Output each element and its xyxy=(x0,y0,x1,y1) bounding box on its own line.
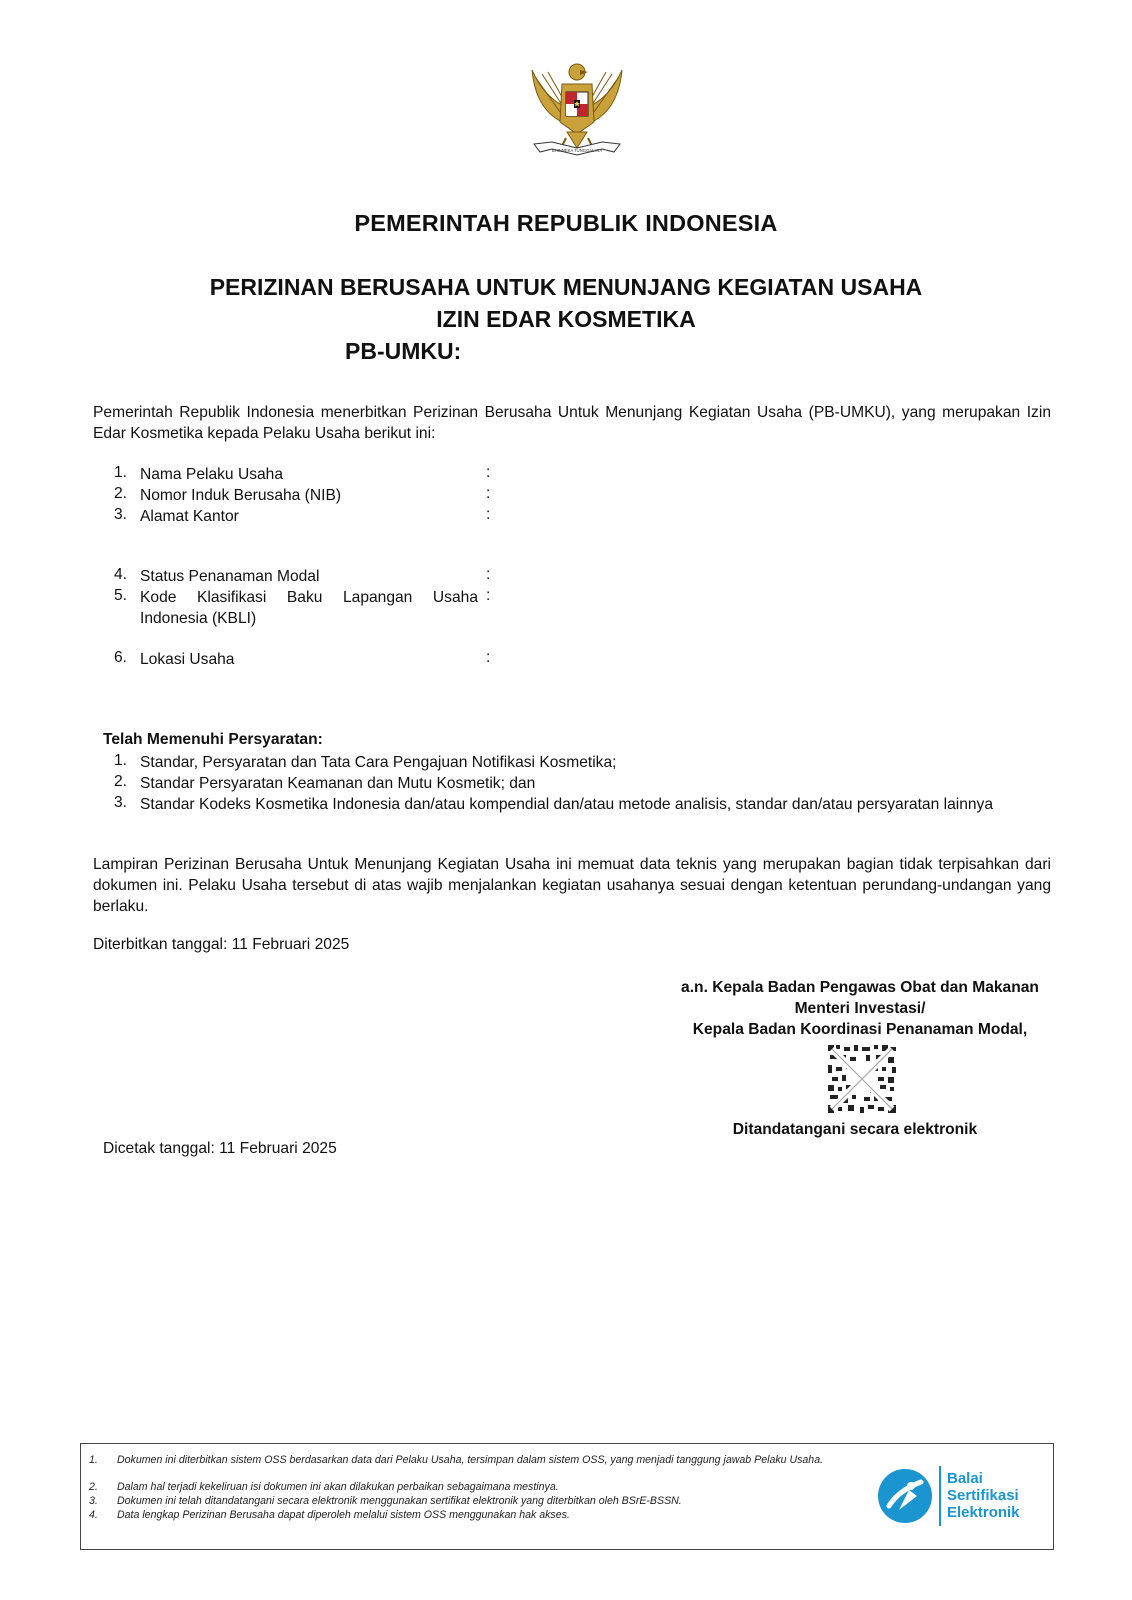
printed-date: Dicetak tanggal: 11 Februari 2025 xyxy=(103,1140,337,1157)
field-separator: : xyxy=(486,506,491,523)
field-number: 6. xyxy=(114,649,128,666)
footer-note-number: 3. xyxy=(89,1495,98,1507)
requirement-number: 2. xyxy=(114,773,128,790)
intro-paragraph: Pemerintah Republik Indonesia menerbitkan Perizinan Berusaha Untuk Menunjang Kegiatan Usaha (PB-UMKU), yang merupakan Izin Edar Kosmetika kepada Pelaku Usaha berikut ini: xyxy=(93,404,1051,442)
field-label-business-location: Lokasi Usaha xyxy=(140,651,235,668)
field-label-kbli: Kode Klasifikasi Baku Lapangan Usaha Indonesia (KBLI) xyxy=(140,589,478,627)
electronic-signature-note: Ditandatangani secara elektronik xyxy=(732,1121,978,1138)
footer-note-number: 4. xyxy=(89,1509,98,1521)
field-label-business-name: Nama Pelaku Usaha xyxy=(140,466,284,483)
footer-note xyxy=(89,1454,889,1481)
field-label-investment-status: Status Penanaman Modal xyxy=(140,568,320,585)
requirement-number: 3. xyxy=(114,794,128,811)
bsre-logo-line3: Elektronik xyxy=(947,1504,1020,1521)
signatory-line2: Menteri Investasi/ xyxy=(794,1000,926,1017)
field-number: 2. xyxy=(114,485,128,502)
requirement-item: Standar Kodeks Kosmetika Indonesia dan/atau kompendial dan/atau metode analisis, standar dan/atau persyaratan lainnya xyxy=(140,796,994,813)
field-separator: : xyxy=(486,566,491,583)
field-label-nib: Nomor Induk Berusaha (NIB) xyxy=(140,487,342,504)
field-number: 3. xyxy=(114,506,128,523)
field-separator: : xyxy=(486,464,491,481)
signatory-line1: a.n. Kepala Badan Pengawas Obat dan Makanan xyxy=(681,979,1039,996)
field-label-office-address: Alamat Kantor xyxy=(140,508,239,525)
government-heading: PEMERINTAH REPUBLIK INDONESIA xyxy=(354,210,778,236)
field-number: 5. xyxy=(114,587,128,604)
field-separator: : xyxy=(486,587,491,604)
issued-date: Diterbitkan tanggal: 11 Februari 2025 xyxy=(93,936,350,953)
footer-note xyxy=(89,1495,889,1509)
footer-note-number: 1. xyxy=(89,1454,98,1466)
garuda-emblem-icon xyxy=(522,52,632,160)
qr-code-icon xyxy=(826,1043,898,1115)
footer-note-text: Dalam hal terjadi kekeliruan isi dokumen ini akan dilakukan perbaikan sebagaimana mestinya. xyxy=(117,1481,559,1493)
footer-note-text: Data lengkap Perizinan Berusaha dapat diperoleh melalui sistem OSS menggunakan hak akses. xyxy=(117,1509,570,1521)
bsre-logo-icon xyxy=(875,1466,935,1526)
footer-note xyxy=(89,1481,889,1495)
pb-umku-label: PB-UMKU: xyxy=(345,338,462,364)
footer-note-text: Dokumen ini diterbitkan sistem OSS berdasarkan data dari Pelaku Usaha, tersimpan dalam sistem OSS, yang menjadi tanggung jawab Pelaku Usaha. xyxy=(117,1454,824,1466)
bsre-logo-text xyxy=(947,1470,1020,1521)
bsre-logo-line2: Sertifikasi xyxy=(947,1487,1019,1504)
requirement-number: 1. xyxy=(114,752,128,769)
requirement-item: Standar, Persyaratan dan Tata Cara Pengajuan Notifikasi Kosmetika; xyxy=(140,754,617,771)
attachment-note: Lampiran Perizinan Berusaha Untuk Menunjang Kegiatan Usaha ini memuat data teknis yang merupakan bagian tidak terpisahkan dari dokumen ini. Pelaku Usaha tersebut di atas wajib menjalankan kegiatan usahanya sesuai dengan ketentuan perundang-undangan yang berlaku. xyxy=(93,856,1051,915)
signatory-line3: Kepala Badan Koordinasi Penanaman Modal, xyxy=(692,1021,1028,1038)
footer-note-number: 2. xyxy=(89,1481,98,1493)
document-title-line1: PERIZINAN BERUSAHA UNTUK MENUNJANG KEGIATAN USAHA xyxy=(209,274,923,300)
footer-note xyxy=(89,1509,889,1523)
field-number: 4. xyxy=(114,566,128,583)
logo-divider xyxy=(939,1466,941,1526)
field-separator: : xyxy=(486,649,491,666)
requirement-item: Standar Persyaratan Keamanan dan Mutu Kosmetik; dan xyxy=(140,775,536,792)
bsre-logo-line1: Balai xyxy=(947,1470,983,1487)
field-number: 1. xyxy=(114,464,128,481)
footer-note-text: Dokumen ini telah ditandatangani secara elektronik menggunakan sertifikat elektronik yang diterbitkan oleh BSrE-BSSN. xyxy=(117,1495,682,1507)
requirements-heading: Telah Memenuhi Persyaratan: xyxy=(103,731,323,748)
emblem-motto: BHINNEKA TUNGGAL IKA xyxy=(551,148,603,153)
footer-notes-box xyxy=(80,1443,1054,1550)
document-title-line2: IZIN EDAR KOSMETIKA xyxy=(436,306,696,332)
field-separator: : xyxy=(486,485,491,502)
